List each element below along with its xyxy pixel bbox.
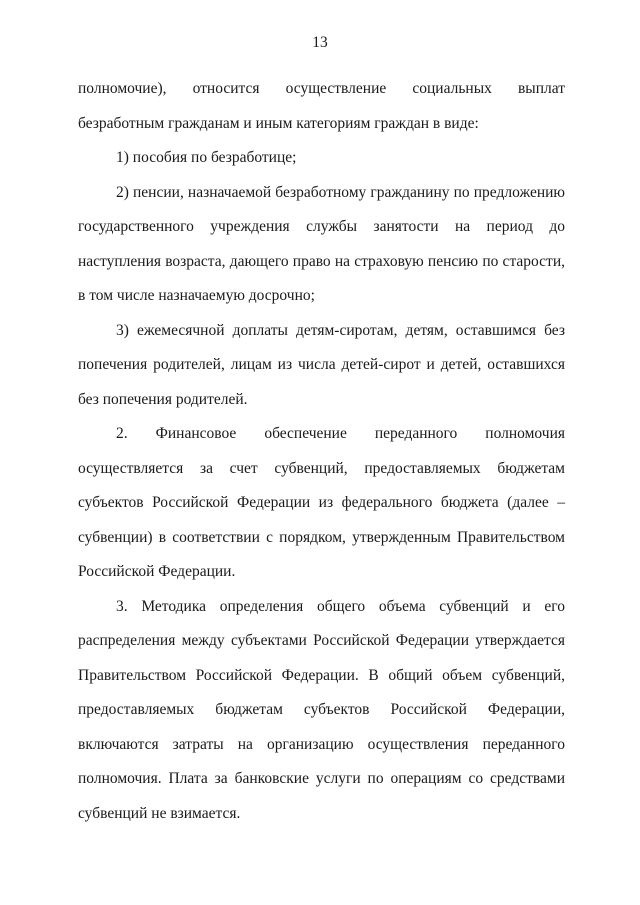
paragraph-section-3: 3. Методика определения общего объема субвенций и его распределения между субъектами Российской Федерации утверждается Правительством Российской Федерации. В общий объем субвенций, предоставляемых бюджетам субъектов Российской Федерации, включаются затраты на организацию осуществления переданного полномочия. Плата за банковские услуги по операциям со средствами субвенций не взимается.	[78, 597, 565, 822]
paragraph-continuation: полномочие), относится осуществление социальных выплат безработным гражданам и иным категориям граждан в виде:	[78, 80, 565, 132]
document-body	[78, 72, 565, 831]
paragraph-item-2: 2) пенсии, назначаемой безработному гражданину по предложению государственного учреждения службы занятости на период до наступления возраста, дающего право на страховую пенсию по старости, в том числе назначаемую досрочно;	[78, 183, 565, 304]
paragraph-section-2: 2. Финансовое обеспечение переданного полномочия осуществляется за счет субвенций, предоставляемых бюджетам субъектов Российской Федерации из федерального бюджета (далее – субвенции) в соответствии с порядком, утвержденным Правительством Российской Федерации.	[78, 425, 565, 580]
page-number: 13	[312, 34, 328, 51]
paragraph-item-3: 3) ежемесячной доплаты детям-сиротам, детям, оставшимся без попечения родителей, лицам из числа детей-сирот и детей, оставшихся без попечения родителей.	[78, 321, 565, 408]
paragraph-item-1: 1) пособия по безработице;	[116, 149, 297, 166]
